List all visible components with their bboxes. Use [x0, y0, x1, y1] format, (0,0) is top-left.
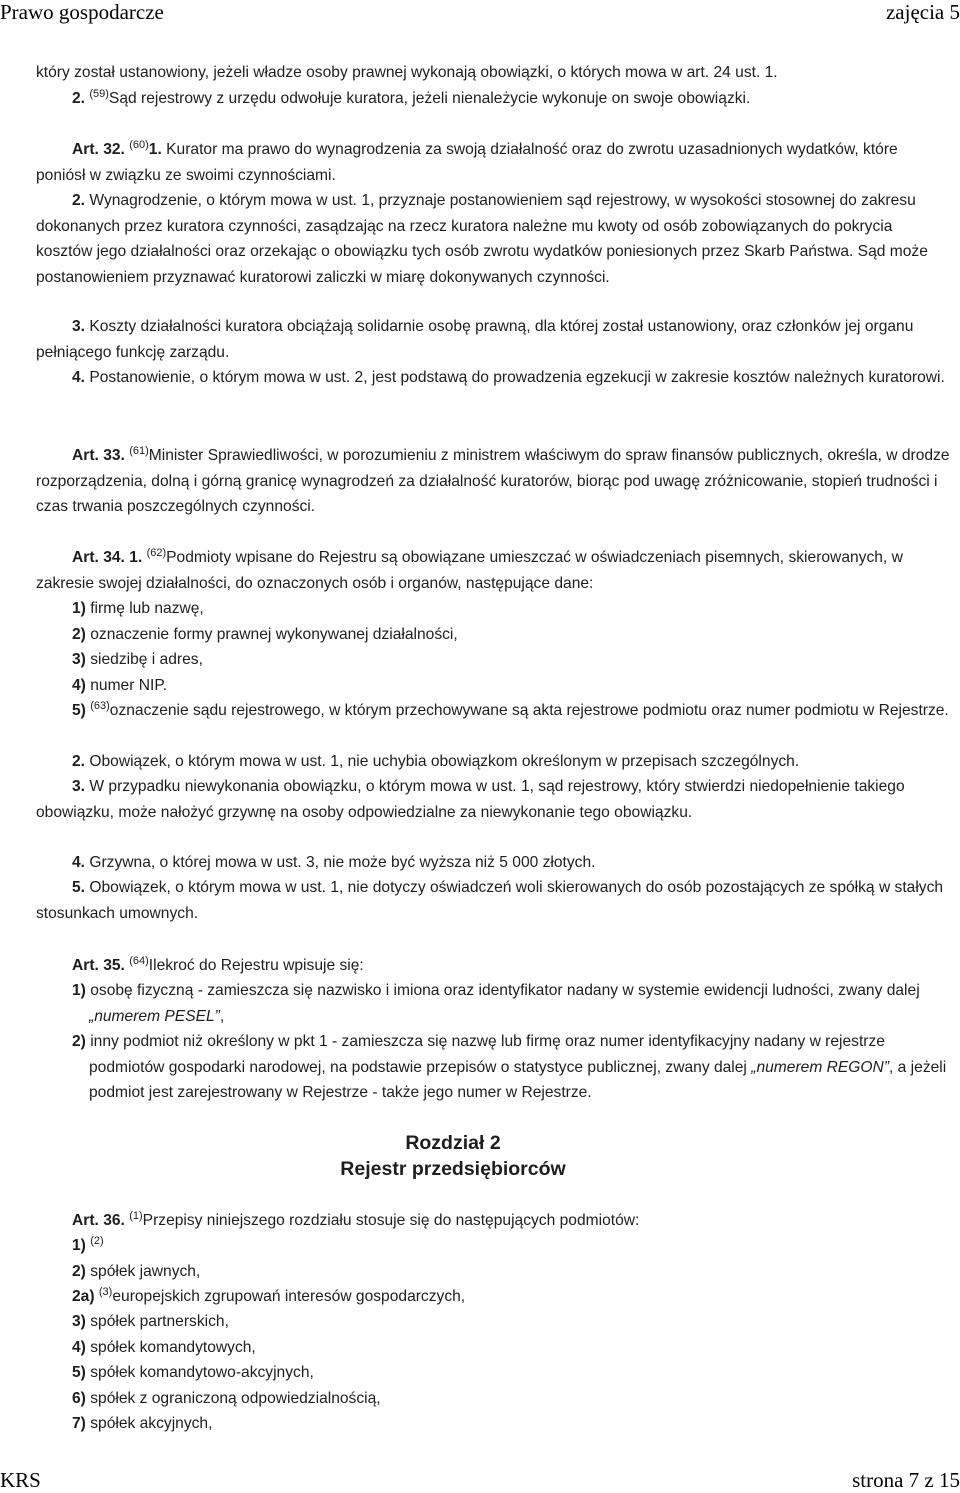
art34-paragraph-5: 5. Obowiązek, o którym mowa w ust. 1, nie dotyczy oświadczeń woli skierowanych do osób pozostających ze spółką w stałych stosunkach umownych. — [36, 879, 944, 922]
art34-item-3: 3) siedzibę i adres, — [72, 651, 203, 668]
art34-item-5: 5) $^{(63)}$oznaczenie sądu rejestrowego, w którym przechowywane są akta rejestrowe podmiotu oraz numer podmiotu w Rejestrze. — [72, 700, 949, 719]
art36-intro: Art. 36. $^{(1)}$Przepisy niniejszego rozdziału stosuje się do następujących podmiotów: — [72, 1210, 640, 1229]
art36-item-6: 6) spółek z ograniczoną odpowiedzialnością, — [72, 1390, 381, 1407]
art36-item-3: 3) spółek partnerskich, — [72, 1313, 229, 1330]
art34-item-4: 4) numer NIP. — [72, 677, 168, 694]
footer-source: KRS — [0, 1468, 41, 1492]
art32-paragraph-1: Art. 32. $^{(60)}$1. Kurator ma prawo do wynagrodzenia za swoją działalność oraz do zwrotu uzasadnionych wydatków, które poniósł w związku ze swoimi czynnościami. — [36, 139, 898, 184]
art35-intro: Art. 35. $^{(64)}$Ilekroć do Rejestru wpisuje się: — [72, 955, 364, 974]
header-title: Prawo gospodarcze — [0, 0, 164, 24]
art33: Art. 33. $^{(61)}$Minister Sprawiedliwości, w porozumieniu z ministrem właściwym do spraw finansów publicznych, określa, w drodze rozporządzenia, dolną i górną granicę wynagrodzeń za działalność kuratorów, biorąc pod uwagę zróżnicowanie, stopień trudności i czas trwania poszczególnych czynności. — [36, 445, 950, 515]
art34-paragraph-2: 2. Obowiązek, o którym mowa w ust. 1, nie uchybia obowiązkom określonym w przepisach szczególnych. — [72, 753, 800, 770]
art34-paragraph-1: Art. 34. 1. $^{(62)}$Podmioty wpisane do Rejestru są obowiązane umieszczać w oświadczeniach pisemnych, skierowanych, w zakresie swojej działalności, do oznaczonych osób i organów, następujące dane: — [36, 547, 903, 592]
art34-paragraph-3: 3. W przypadku niewykonania obowiązku, o którym mowa w ust. 1, sąd rejestrowy, który stwierdzi niedopełnienie takiego obowiązku, może nałożyć grzywnę na osoby odpowiedzialne za niewykonanie tego obowiązku. — [36, 778, 905, 821]
page-number: strona 7 z 15 — [852, 1468, 960, 1492]
art32-paragraph-4: 4. Postanowienie, o którym mowa w ust. 2, jest podstawą do prowadzenia egzekucji w zakresie kosztów należnych kuratorowi. — [72, 369, 945, 386]
art32-paragraph-2: 2. Wynagrodzenie, o którym mowa w ust. 1, przyznaje postanowieniem sąd rejestrowy, w wysokości stosownej do zakresu dokonanych przez kuratora czynności, zasądzając na rzecz kuratora należne mu kwoty od osób zobowiązanych do pokrycia kosztów jego działalności oraz orzekając o obowiązku tych osób zwrotu wydatków poniesionych przez Skarb Państwa. Sąd może postanowieniem przyznawać kuratorowi zaliczki w miarę dokonywanych czynności. — [36, 192, 928, 286]
art36-item-1: 1) $^{(2)}$ — [72, 1235, 104, 1254]
art36-item-2: 2) spółek jawnych, — [72, 1263, 201, 1280]
header-session: zajęcia 5 — [885, 0, 960, 24]
chapter-title: Rejestr przedsiębiorców — [340, 1158, 566, 1180]
art35-item-1: 1) osobę fizyczną - zamieszcza się nazwisko i imiona oraz identyfikator nadany w systemie ewidencji ludności, zwany dalej „numerem PESEL”, — [72, 982, 920, 1025]
art36-item-5: 5) spółek komandytowo-akcyjnych, — [72, 1364, 314, 1381]
art36-item-4: 4) spółek komandytowych, — [72, 1339, 256, 1356]
page-footer — [0, 1468, 960, 1493]
art34-paragraph-4: 4. Grzywna, o której mowa w ust. 3, nie może być wyższa niż 5 000 złotych. — [72, 854, 596, 871]
page-header — [0, 0, 960, 24]
art31-paragraph-2: 2. $^{(59)}$Sąd rejestrowy z urzędu odwołuje kuratora, jeżeli nienależycie wykonuje on swoje obowiązki. — [72, 88, 751, 107]
art36-item-7: 7) spółek akcyjnych, — [72, 1415, 213, 1432]
art35-item-2: 2) inny podmiot niż określony w pkt 1 - zamieszcza się nazwę lub firmę oraz numer identyfikacyjny nadany w rejestrze podmiotów gospodarki narodowej, na podstawie przepisów o statystyce publicznej, zwany dalej „numerem REGON”, a jeżeli podmiot jest zarejestrowany w Rejestrze - także jego numer w Rejestrze. — [72, 1033, 947, 1101]
art34-item-2: 2) oznaczenie formy prawnej wykonywanej działalności, — [72, 626, 458, 643]
art31-continuation: który został ustanowiony, jeżeli władze osoby prawnej wykonają obowiązki, o których mowa w art. 24 ust. 1. — [36, 64, 778, 81]
art34-item-1: 1) firmę lub nazwę, — [72, 600, 204, 617]
art32-paragraph-3: 3. Koszty działalności kuratora obciążają solidarnie osobę prawną, dla której został ustanowiony, oraz członków jej organu pełniącego funkcję zarządu. — [36, 318, 914, 361]
art36-item-2a: 2a) $^{(3)}$europejskich zgrupowań interesów gospodarczych, — [72, 1286, 466, 1305]
chapter-number: Rozdział 2 — [405, 1132, 501, 1154]
